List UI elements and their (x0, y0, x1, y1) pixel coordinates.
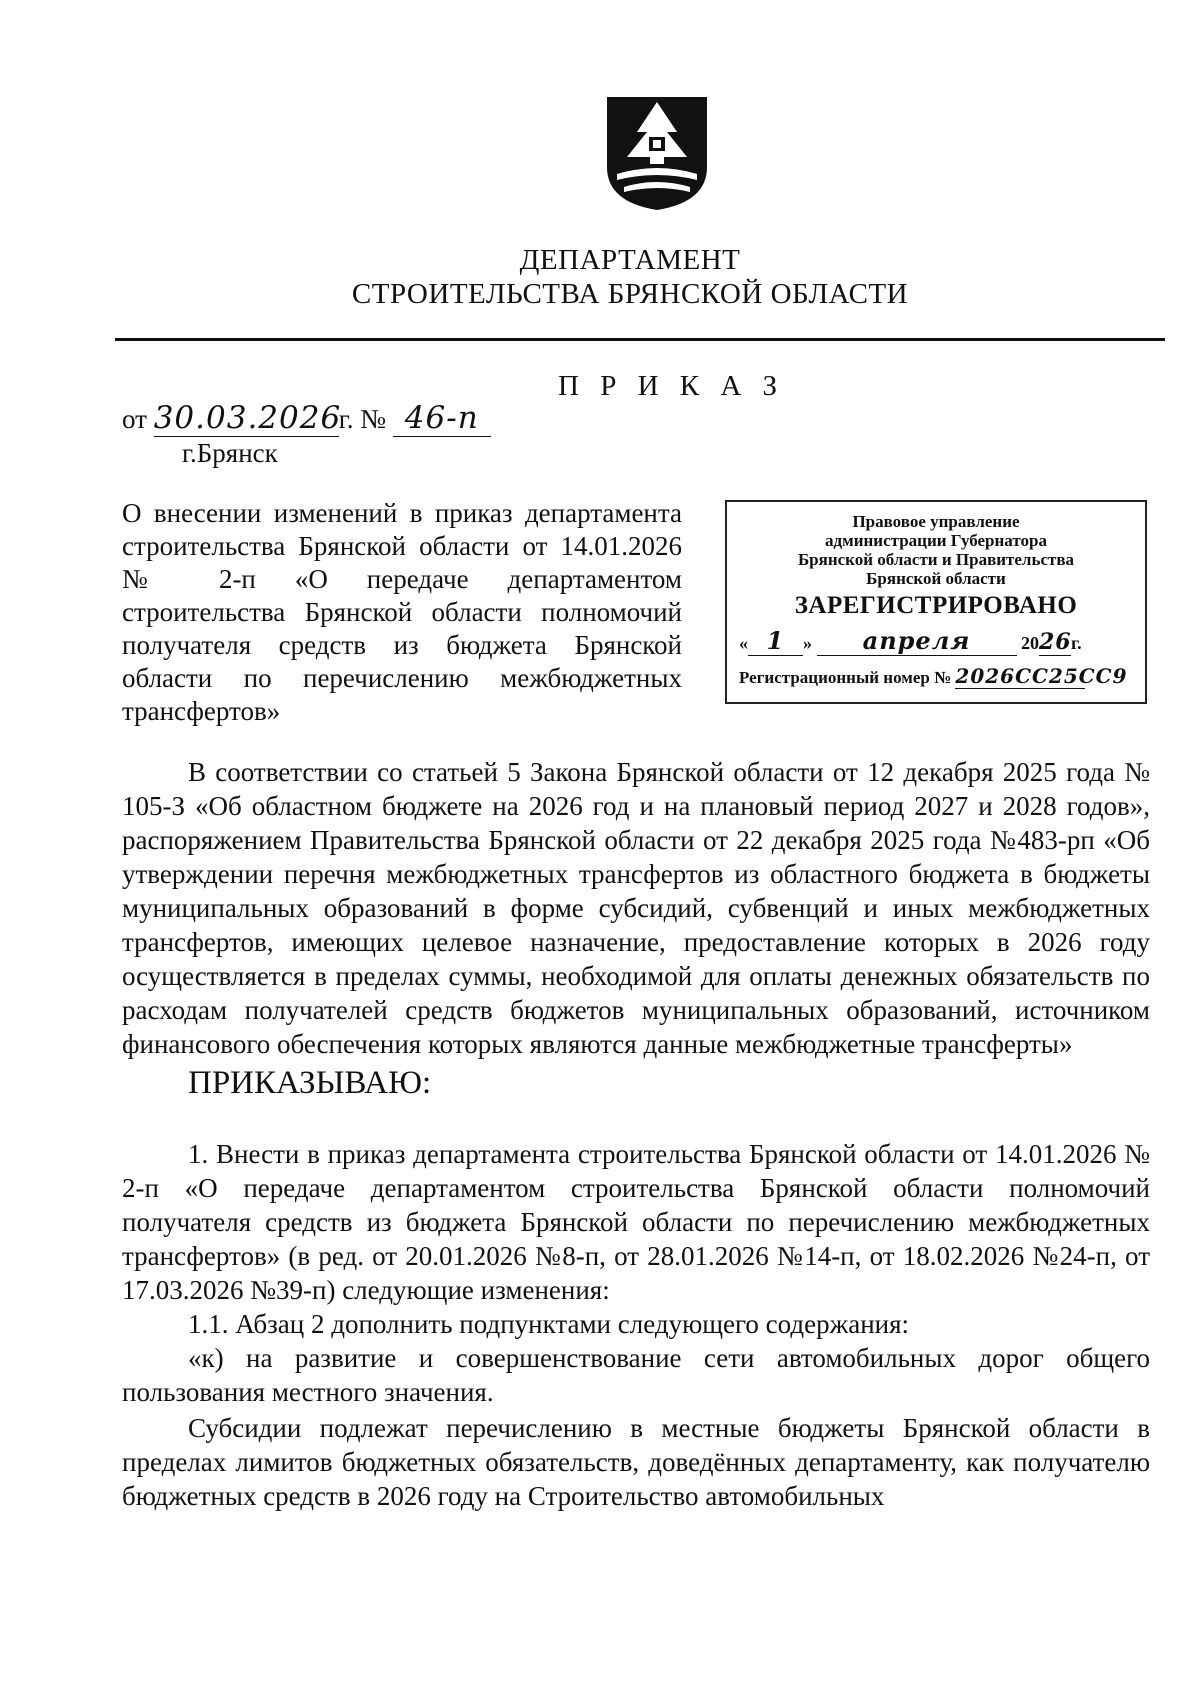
item-k: «к) на развитие и совершенствование сети автомобильных дорог общего пользования местного значения. (122, 1343, 1150, 1407)
stamp-date-line (739, 626, 1145, 656)
stamp-line1: Правовое управление (852, 512, 1020, 531)
number-label: № (360, 404, 386, 434)
stamp-reg-label: Регистрационный номер № (739, 668, 952, 687)
stamp-day-open: « (739, 633, 748, 653)
order-city: г.Брянск (182, 438, 278, 468)
stamp-day-close: » (803, 633, 812, 653)
header-divider (115, 338, 1165, 341)
stamp-line2: администрации Губернатора (825, 531, 1047, 550)
stamp-month: апреля (817, 626, 1017, 656)
item-1-1: 1.1. Абзац 2 дополнить подпунктами следующего содержания: (188, 1309, 910, 1339)
order-date-line (122, 400, 491, 437)
order-date: 30.03.2026 (153, 400, 342, 436)
stamp-registered: ЗАРЕГИСТРИРОВАНО (794, 592, 1078, 619)
department-name-line1: ДЕПАРТАМЕНТ (519, 244, 741, 276)
stamp-year-suffix: г. (1071, 633, 1082, 653)
stamp-reg-number: 2026СС25СС9 (955, 664, 1128, 688)
prikazyvayu-heading: ПРИКАЗЫВАЮ: (188, 1065, 432, 1101)
bryansk-region-coat-of-arms-icon (602, 92, 712, 212)
order-number: 46-п (393, 400, 491, 437)
from-label: от (122, 404, 147, 434)
preamble: В соответствии со статьей 5 Закона Брянской области от 12 декабря 2025 года № 105-З «Об областном бюджете на 2026 год и на плановый период 2027 и 2028 годов», распоряжением Правительства Брянской области от 22 декабря 2025 года №483-рп «Об утверждении перечня межбюджетных трансфертов из областного бюджета в бюджеты муниципальных образований в форме субсидий, субвенций и иных межбюджетных трансфертов, имеющих целевое назначение, предоставление которых в 2026 году осуществляется в пределах суммы, необходимой для оплаты денежных обязательств по расходам получателей средств бюджетов муниципальных образований, источником финансового обеспечения которых являются данные межбюджетные трансферты» (122, 757, 1150, 1059)
stamp-year: 26 (1039, 629, 1072, 655)
stamp-year-prefix: 20 (1021, 633, 1039, 653)
item-1: 1. Внести в приказ департамента строительства Брянской области от 14.01.2026 № 2-п «О передаче департаментом строительства Брянской области полномочий получателя средств из бюджета Брянской области по перечислению межбюджетных трансфертов» (в ред. от 20.01.2026 №8-п, от 28.01.2026 №14-п, от 18.02.2026 №24-п, от 17.03.2026 №39-п) следующие изменения: (122, 1139, 1150, 1305)
order-subject: О внесении изменений в приказ департамента строительства Брянской области от 14.01.2026 № 2-п «О передаче департаментом строительства Брянской области полномочий получателя средств из бюджета Брянской области по перечислению межбюджетных трансфертов» (122, 498, 682, 726)
subsidies-paragraph: Субсидии подлежат перечислению в местные бюджеты Брянской области в пределах лимитов бюджетных обязательств, доведённых департаменту, как получателю бюджетных средств в 2026 году на Строительство автомобильных (122, 1413, 1150, 1511)
order-title: П Р И К А З (558, 370, 785, 402)
stamp-reg-line (739, 664, 1145, 689)
year-suffix: г. (338, 404, 354, 434)
stamp-line3: Брянской области и Правительства (797, 550, 1075, 569)
stamp-line4: Брянской области (866, 569, 1006, 588)
document-body (122, 755, 1150, 1513)
department-name-line2: СТРОИТЕЛЬСТВА БРЯНСКОЙ ОБЛАСТИ (351, 278, 909, 310)
registration-stamp (725, 500, 1147, 704)
stamp-day: 1 (748, 626, 803, 656)
